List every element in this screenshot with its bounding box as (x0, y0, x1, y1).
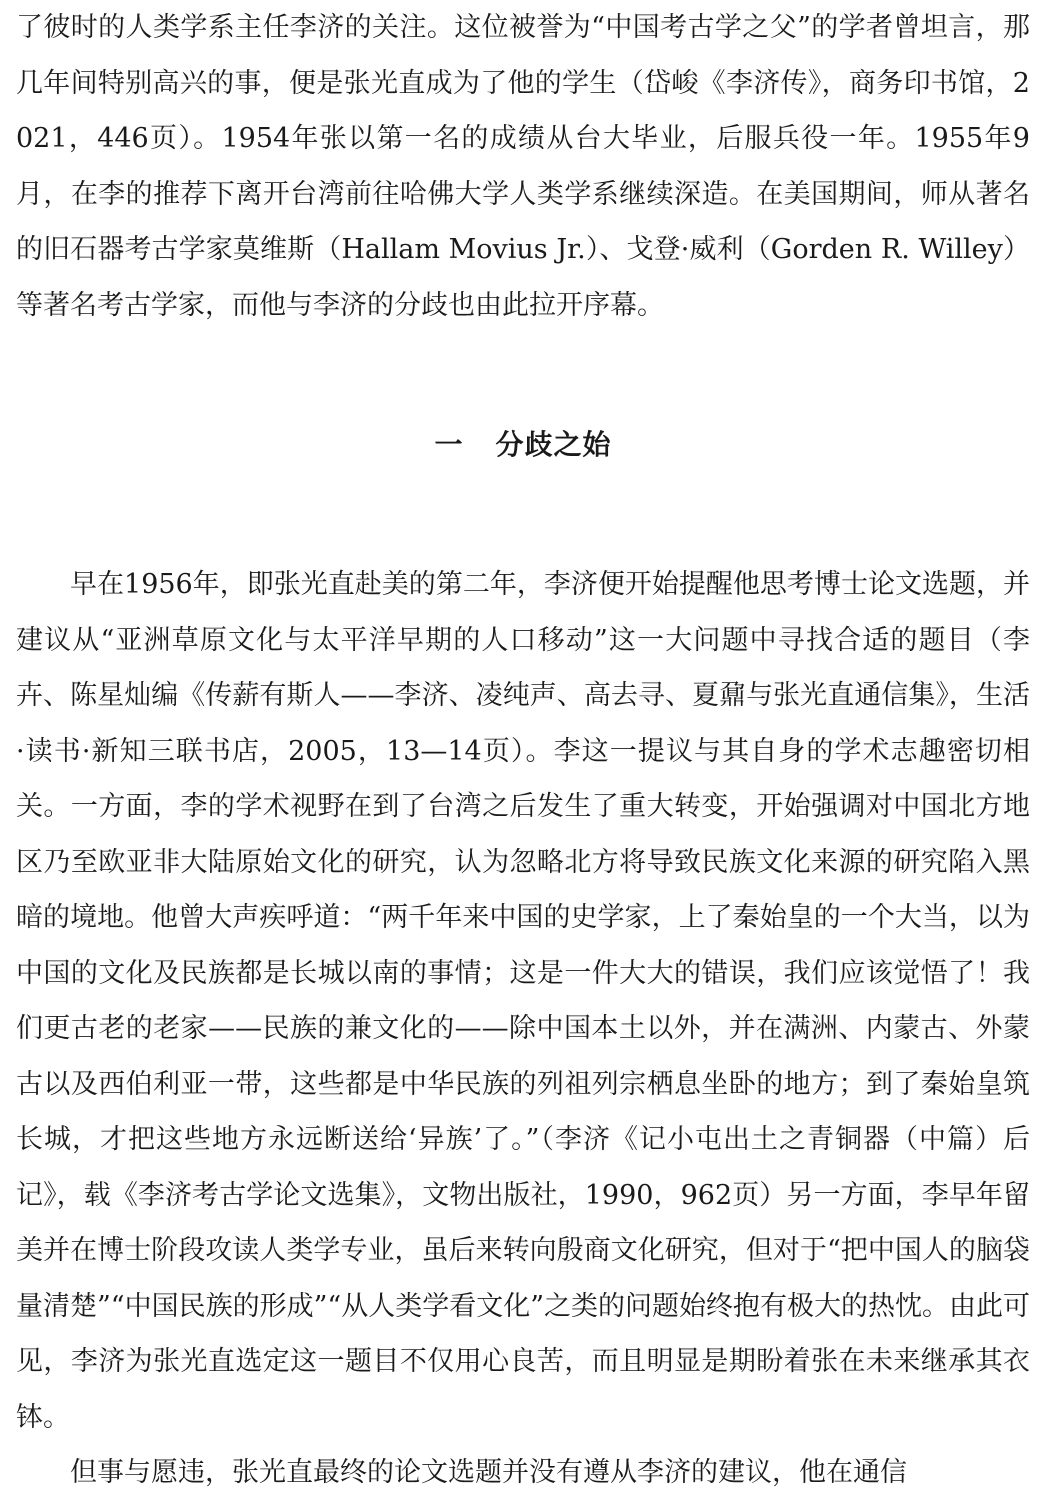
paragraph-body: 早在1956年，即张光直赴美的第二年，李济便开始提醒他思考博士论文选题，并建议从“亚洲草原文化与太平洋早期的人口移动”这一大问题中寻找合适的题目（李卉、陈星灿编《传薪有斯人——李济、凌纯声、高去寻、夏鼐与张光直通信集》，生活·读书·新知三联书店，2005，13—14页）。李这一提议与其自身的学术志趣密切相关。一方面，李的学术视野在到了台湾之后发生了重大转变，开始强调对中国北方地区乃至欧亚非大陆原始文化的研究，认为忽略北方将导致民族文化来源的研究陷入黑暗的境地。他曾大声疾呼道：“两千年来中国的史学家，上了秦始皇的一个大当，以为中国的文化及民族都是长城以南的事情；这是一件大大的错误，我们应该觉悟了！我们更古老的老家——民族的兼文化的——除中国本土以外，并在满洲、内蒙古、外蒙古以及西伯利亚一带，这些都是中华民族的列祖列宗栖息坐卧的地方；到了秦始皇筑长城，才把这些地方永远断送给‘异族’了。”（李济《记小屯出土之青铜器（中篇）后记》，载《李济考古学论文选集》，文物出版社，1990，962页）另一方面，李早年留美并在博士阶段攻读人类学专业，虽后来转向殷商文化研究，但对于“把中国人的脑袋量清楚”“中国民族的形成”“从人类学看文化”之类的问题始终抱有极大的热忱。由此可见，李济为张光直选定这一题目不仅用心良苦，而且明显是期盼着张在未来继承其衣钵。 (16, 569, 1031, 1433)
section-heading (16, 333, 1030, 557)
section-title: 分歧之始 (495, 428, 612, 461)
paragraph-continued: 但事与愿违，张光直最终的论文选题并没有遵从李济的建议，他在通信 (70, 1457, 907, 1488)
document-page (16, 0, 1030, 1501)
paragraph-intro: 了彼时的人类学系主任李济的关注。这位被誉为“中国考古学之父”的学者曾坦言，那几年间特别高兴的事，便是张光直成为了他的学生（岱峻《李济传》，商务印书馆，2021，446页）。1954年张以第一名的成绩从台大毕业，后服兵役一年。1955年9月，在李的推荐下离开台湾前往哈佛大学人类学系继续深造。在美国期间，师从著名的旧石器考古学家莫维斯（Hallam Movius Jr.）、戈登·威利（Gorden R. Willey）等著名考古学家，而他与李济的分歧也由此拉开序幕。 (16, 12, 1030, 321)
section-number: 一 (434, 428, 464, 461)
